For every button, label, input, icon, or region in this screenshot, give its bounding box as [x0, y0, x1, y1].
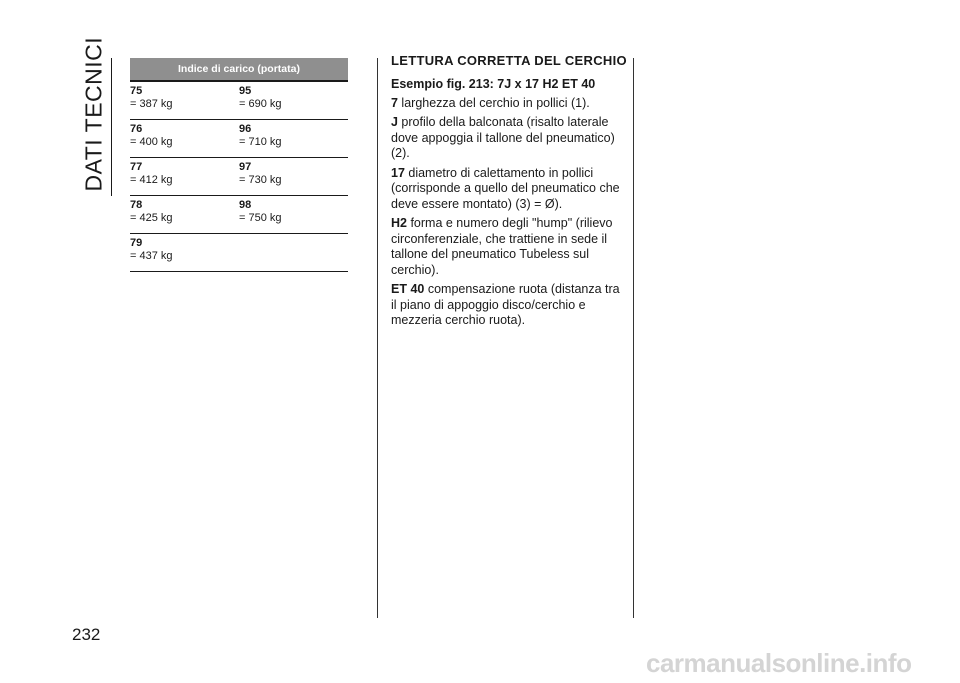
- table-header: Indice di carico (portata): [130, 58, 348, 80]
- rim-term-item: ET 40 compensazione ruota (distanza tra il piano di appoggio disco/cerchio e mezzeria cerchio ruota).: [391, 282, 620, 327]
- rim-term-item: J profilo della balconata (risalto laterale dove appoggia il tallone del pneumatico) (2).: [391, 115, 615, 160]
- table-row: [130, 120, 348, 158]
- table-cell: 79 = 437 kg: [130, 237, 173, 262]
- rim-term-item: H2 forma e numero degli "hump" (rilievo circonferenziale, che trattiene in sede il tallone del pneumatico Tubeless sul cerchio).: [391, 216, 613, 277]
- rim-term-item: 7 larghezza del cerchio in pollici (1).: [391, 95, 590, 110]
- table-row: [130, 196, 348, 234]
- section-heading: LETTURA CORRETTA DEL CERCHIO: [391, 53, 627, 68]
- column-divider-left: [377, 58, 378, 618]
- sidebar-divider: [111, 58, 112, 196]
- table-cell: 95 = 690 kg: [239, 85, 282, 110]
- load-index-table: [130, 58, 348, 272]
- table-cell: 98 = 750 kg: [239, 199, 282, 224]
- table-cell: [239, 237, 348, 271]
- example-label: Esempio fig. 213: 7J x 17 H2 ET 40: [391, 77, 596, 91]
- table-cell: 97 = 730 kg: [239, 161, 282, 186]
- column-divider-right: [633, 58, 634, 618]
- table-row: [130, 82, 348, 120]
- table-cell: 76 = 400 kg: [130, 123, 173, 148]
- rim-term-item: 17 diametro di calettamento in pollici (corrisponde a quello del pneumatico che deve essere montato) (3) = Ø).: [391, 165, 620, 211]
- table-cell: 78 = 425 kg: [130, 199, 173, 224]
- table-row: [130, 158, 348, 196]
- section-title: DATI TECNICI: [80, 36, 107, 192]
- table-cell: 77 = 412 kg: [130, 161, 173, 186]
- page-number: 232: [72, 625, 101, 644]
- rim-reading-section: [391, 53, 627, 333]
- watermark: carmanualsonline.info: [646, 648, 912, 678]
- table-cell: 96 = 710 kg: [239, 123, 282, 148]
- table-cell: 75 = 387 kg: [130, 85, 173, 110]
- table-row: [130, 234, 348, 272]
